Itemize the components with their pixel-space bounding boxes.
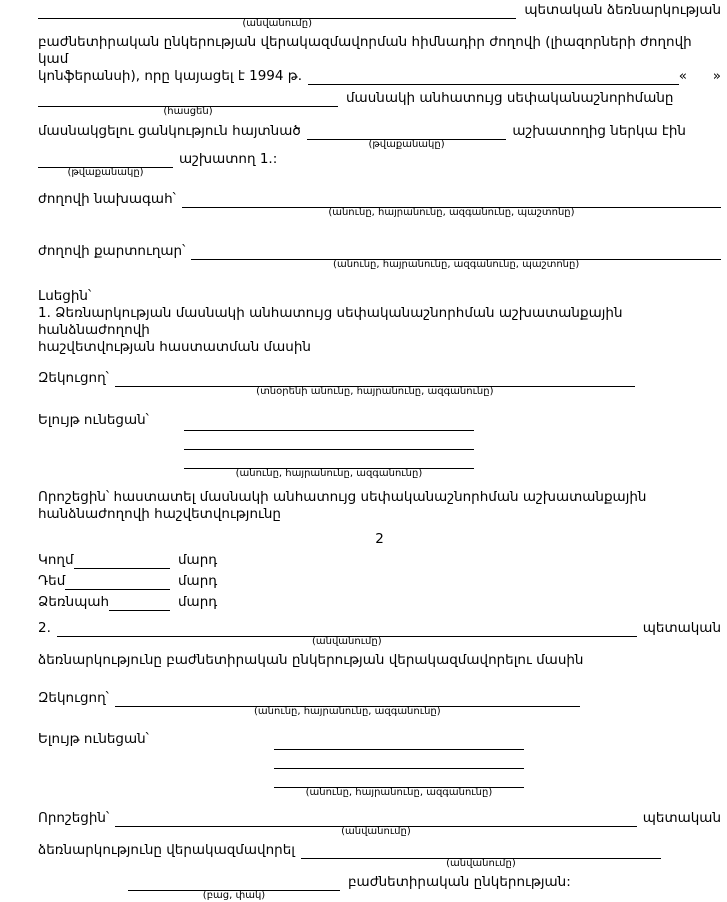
vote-row-abstained [38, 594, 721, 611]
decision2-suffix: պետական [642, 810, 721, 826]
reporter1-label: Զեկուցող՝ [38, 370, 109, 386]
page-number: 2 [375, 531, 384, 547]
vote-abstained-unit: մարդ [178, 594, 218, 610]
decision2-label: Որոշեցին՝ [38, 810, 110, 826]
speakers1-row [38, 412, 721, 483]
decision1-line-2: հանձնաժողովի հաշվետվությունը [38, 506, 281, 522]
vote-for-unit: մարդ [178, 552, 218, 568]
agenda1-item-line-2: հաշվետվության հաստատման մասին [38, 339, 311, 355]
blank-speaker2-3 [274, 769, 524, 798]
blank-company-type [128, 874, 340, 901]
agenda2-item-row [38, 620, 721, 652]
intro-line-2-row [38, 68, 721, 85]
blank-new-company-name [301, 842, 661, 869]
caption-chairman-name: (անունը, հայրանունը, ազգանունը, պաշտոնը) [328, 207, 575, 218]
blank-speaker2-2 [274, 750, 524, 769]
chairman-label: ժողովի նախագահ՝ [38, 191, 176, 207]
participation-row [38, 123, 686, 151]
blank-chairman-name [182, 191, 721, 218]
blank-decision2-enterprise-name [115, 810, 637, 837]
speakers1-lines [184, 412, 474, 479]
participation-suffix-text: աշխատողից ներկա էին [512, 123, 686, 139]
caption-secretary-name: (անունը, հայրանունը, ազգանունը, պաշտոնը) [333, 259, 580, 270]
reporter2-label: Զեկուցող՝ [38, 690, 109, 706]
blank-secretary-name [191, 243, 721, 270]
vote-abstained-label: Ձեռնպահ [38, 594, 110, 610]
decision1-line-1: Որոշեցին՝ հաստատել մասնակի անհատույց սեփականաշնորհման աշխատանքային [38, 489, 647, 505]
address-row [38, 90, 721, 122]
enterprise-name-row [38, 2, 721, 34]
agenda2-item-suffix: պետական [642, 620, 721, 636]
blank-reporter1-name [115, 370, 635, 397]
decision2-line-3-row [38, 874, 721, 901]
blank-speaker1-1 [184, 412, 474, 431]
blank-address [38, 90, 338, 117]
caption-open-closed: (բաց, փակ) [202, 890, 266, 901]
worker-text: աշխատող 1.: [179, 151, 278, 167]
decision2-row [38, 810, 721, 842]
blank-votes-abstained [109, 594, 170, 611]
blank-enterprise-name [38, 2, 516, 29]
blank-speaker1-2 [184, 431, 474, 450]
vote-against-unit: մարդ [178, 573, 218, 589]
chairman-row [38, 191, 721, 223]
caption-new-company-name: (անվանումը) [446, 858, 516, 869]
intro-line-2-text: կոնֆերանսի), որը կայացել է 1994 թ. [38, 68, 303, 84]
secretary-row [38, 243, 721, 275]
caption-decision2-name: (անվանումը) [341, 826, 411, 837]
blank-votes-against [65, 573, 170, 590]
caption-count-total: (թվաքանակը) [368, 139, 445, 150]
blank-speaker2-1 [274, 731, 524, 750]
vote-for-label: Կողմ [38, 552, 74, 568]
blank-workers-present [38, 151, 173, 178]
blank-reporter2-name [115, 690, 580, 717]
privatization-text: մասնակի անհատույց սեփականաշնորհմանը [346, 90, 674, 106]
participation-prefix-text: մասնակցելու ցանկություն հայտնած [38, 123, 301, 139]
enterprise-type-text: պետական ձեռնարկության [524, 2, 721, 18]
blank-enterprise-name-2 [57, 620, 637, 647]
vote-row-for [38, 552, 721, 569]
day-quotes-text: « » [678, 68, 721, 84]
blank-meeting-month [308, 68, 679, 85]
caption-speakers2: (անունը, հայրանունը, ազգանունը) [305, 787, 493, 798]
caption-reporter1-name: (տնօրենի անունը, հայրանունը, ազգանունը) [256, 386, 494, 397]
intro-line-1: բաժնետիրական ընկերության վերակազմավորման հիմնադիր ժողովի (լիազորների ժողովի կամ [38, 34, 692, 67]
speakers1-label: Ելույթ ունեցան՝ [38, 412, 149, 428]
blank-votes-for [74, 552, 170, 569]
speakers2-label: Ելույթ ունեցան՝ [38, 731, 149, 747]
caption-enterprise-name-2: (անվանումը) [311, 636, 382, 647]
secretary-label: ժողովի քարտուղար՝ [38, 243, 186, 259]
vote-against-label: Դեմ [38, 573, 66, 589]
speakers2-row [38, 731, 721, 802]
agenda1-item-line-1: 1. Ձեռնարկության մասնակի անհատույց սեփականաշնորհման աշխատանքային հանձնաժողովի [38, 305, 623, 338]
speakers2-lines [274, 731, 524, 798]
blank-workers-total [307, 123, 507, 150]
heard-label: Լսեցին՝ [38, 288, 92, 304]
decision2-line-2-row [38, 842, 721, 874]
caption-address: (հասցեն) [163, 106, 213, 117]
caption-reporter2-name: (անունը, հայրանունը, ազգանունը) [254, 706, 441, 717]
decision2-line-3-suffix: բաժնետիրական ընկերության: [348, 874, 571, 890]
present-workers-row [38, 151, 721, 183]
reporter2-row [38, 690, 721, 722]
caption-name: (անվանումը) [242, 18, 313, 29]
caption-speakers1: (անունը, հայրանունը, ազգանունը) [235, 468, 423, 479]
vote-row-against [38, 573, 721, 590]
agenda2-item-prefix: 2. [38, 620, 51, 636]
agenda2-item-line-2: ձեռնարկությունը բաժնետիրական ընկերության վերակազմավորելու մասին [38, 652, 584, 668]
reporter1-row [38, 370, 721, 402]
blank-speaker1-3 [184, 450, 474, 479]
decision2-line-2-prefix: ձեռնարկությունը վերակազմավորել [38, 842, 295, 858]
caption-count-present: (թվաքանակը) [67, 167, 144, 178]
